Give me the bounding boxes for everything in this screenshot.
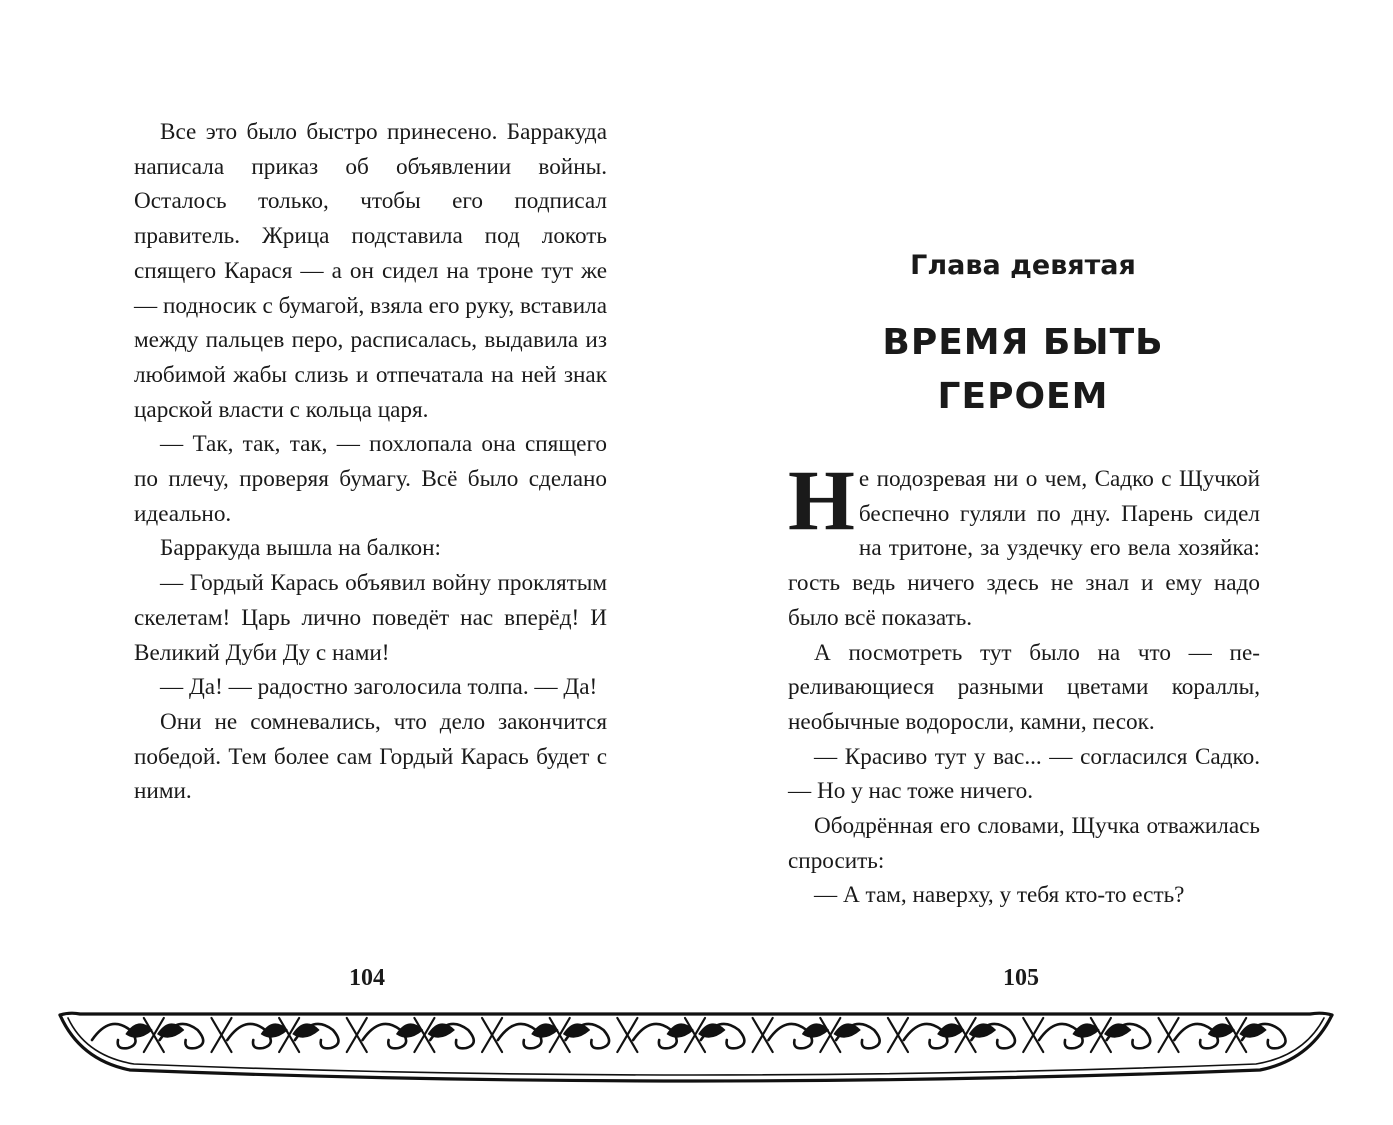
left-page-text <box>134 115 607 809</box>
paragraph: — Да! — радостно заголосила толпа. — Да! <box>160 674 598 701</box>
first-paragraph <box>788 452 1260 636</box>
drop-cap: Н <box>788 452 855 548</box>
paragraph: — Красиво тут у вас... — согласился Садко. — Но у нас тоже ничего. <box>788 743 1260 805</box>
paragraph: Все это было быстро принесено. Барракуда написала приказ об объявлении войны. Осталось только, чтобы его подписал правитель. Жрица подставила под локоть спящего Карася — а он сидел на троне тут же — подносик с бумагой, взяла его руку, вставила между пальцев перо, расписалась, выдавила из любимой жабы слизь и отпечатала на ней знак царской власти с кольца царя. <box>134 119 607 423</box>
paragraph: Ободрённая его словами, Щучка отважилась спросить: <box>788 813 1260 874</box>
first-paragraph-text: е подозревая ни о чем, Садко с Щучкой беспечно гуляли по дну. Парень сидел на тритоне, за уздечку его вела хозяйка: гость ведь ничего здесь не знал и ему надо было всё показать. <box>788 466 1260 631</box>
paragraph: А посмотреть тут было на что — переливающиеся разными цветами кораллы, необычные водоросли, камни, песок. <box>788 639 1260 735</box>
chapter-title-line-1: ВРЕМЯ БЫТЬ <box>882 322 1164 363</box>
paragraph: Они не сомневались, что дело закончится победой. Тем более сам Гордый Карась будет с ними. <box>134 708 607 805</box>
page-number-left: 104 <box>349 965 385 991</box>
paragraph: Барракуда вышла на балкон: <box>160 535 441 562</box>
chapter-label: Глава девятая <box>910 250 1136 281</box>
chapter-title-line-2: ГЕРОЕМ <box>937 376 1109 417</box>
paragraph: — Гордый Карась объявил войну проклятым скелетам! Царь лично поведёт нас вперёд! И Великий Дуби Ду с нами! <box>134 570 607 666</box>
paragraph: — Так, так, так, — похлопала она спящего по плечу, проверяя бумагу. Всё было сделано идеально. <box>134 431 607 527</box>
chapter-title <box>696 316 1350 424</box>
vine-scroll-border <box>50 1000 1340 1090</box>
page-number-right: 105 <box>1003 965 1039 991</box>
right-page-text <box>788 452 1260 913</box>
paragraph: — А там, наверху, у тебя кто-то есть? <box>814 882 1185 909</box>
